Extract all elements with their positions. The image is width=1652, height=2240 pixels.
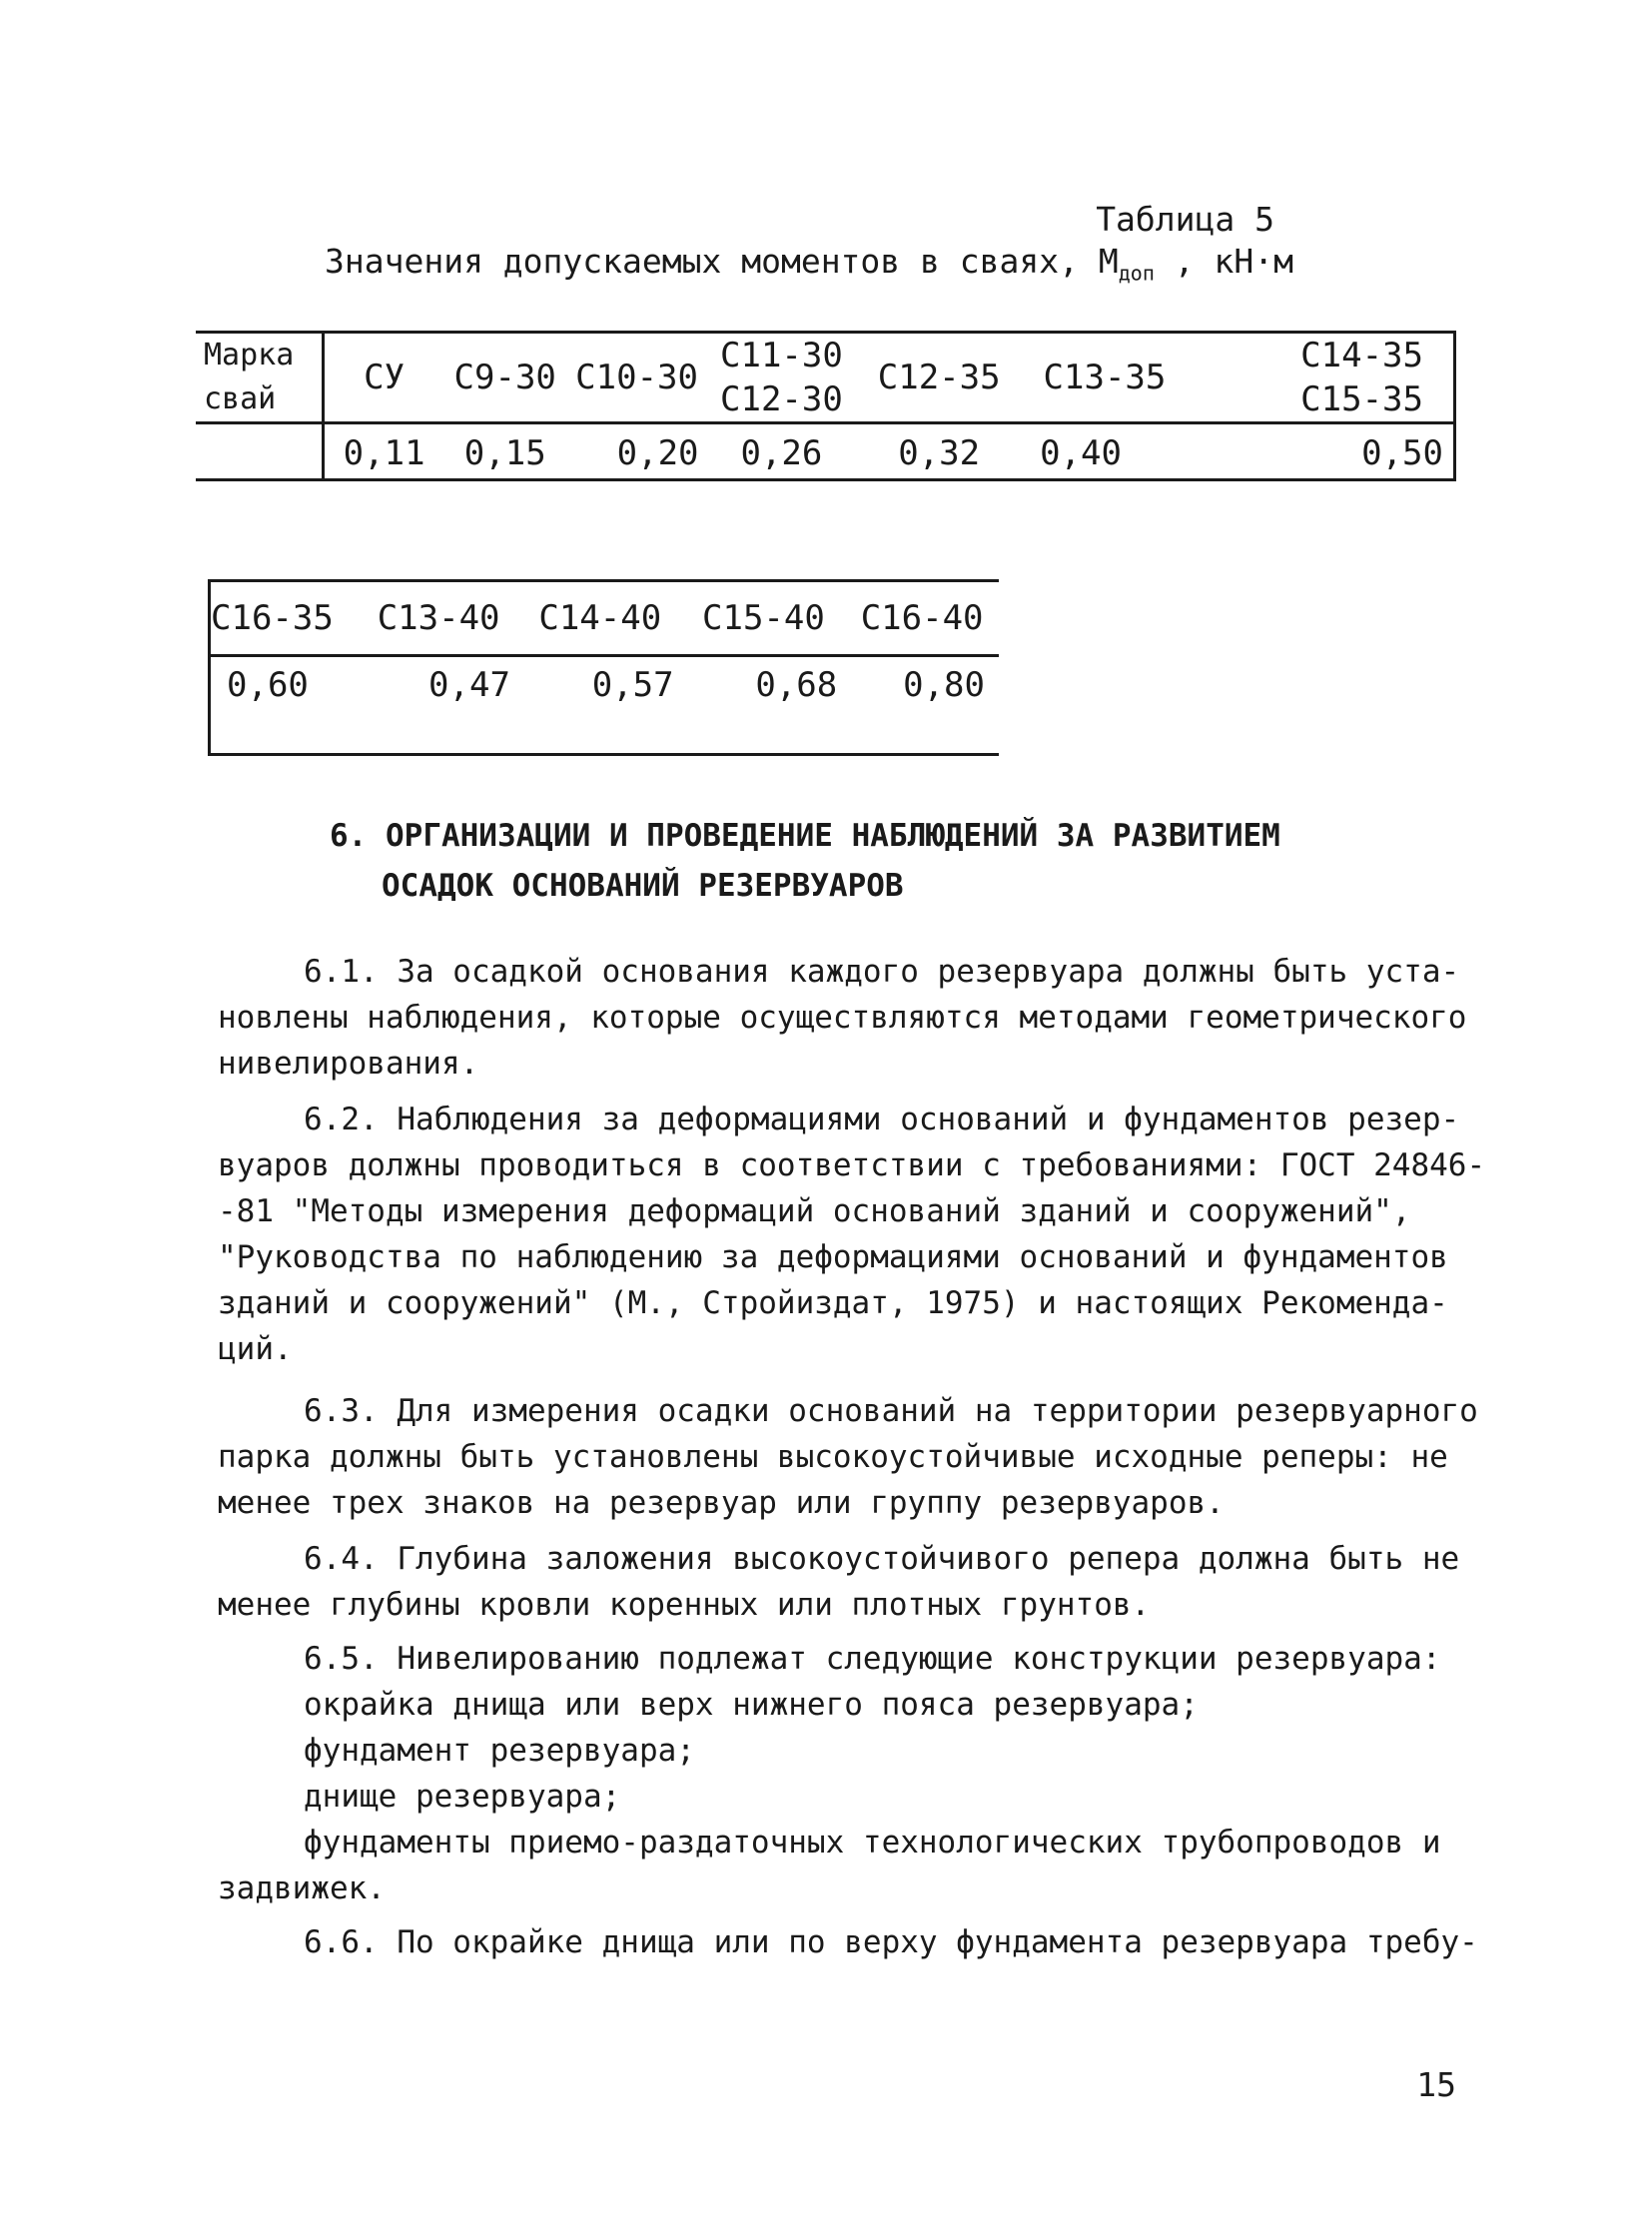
table-caption (325, 242, 1293, 286)
text-line: менее глубины кровли коренных или плотных грунтов. (218, 1587, 1151, 1623)
text-line: 6.4. Глубина заложения высокоустойчивого репера должна быть не (304, 1541, 1460, 1577)
row-header-cell: Марка свай (196, 333, 324, 423)
value-cell: 0,15 (443, 423, 567, 480)
text-line: 6.3. Для измерения осадки оснований на территории резервуарного (304, 1393, 1478, 1429)
heading-line: ОСАДОК ОСНОВАНИЙ РЕЗЕРВУАРОВ (382, 868, 904, 904)
value-cell: 0,32 (856, 423, 1022, 480)
value-cell: 0,20 (567, 423, 707, 480)
heading-line: 6. ОРГАНИЗАЦИИ И ПРОВЕДЕНИЕ НАБЛЮДЕНИЙ ЗА РАЗВИТИЕМ (330, 818, 1280, 854)
text-line: днище резервуара; (304, 1779, 621, 1815)
caption-unit: , кН·м (1174, 242, 1293, 281)
paragraph-6-6 (218, 1919, 1478, 1965)
caption-symbol: M (1098, 242, 1119, 281)
text-line: менее трех знаков на резервуар или группу резервуаров. (218, 1485, 1225, 1521)
column-header: С15-40 (682, 581, 846, 656)
text-line: окрайка днища или верх нижнего пояса резервуара; (304, 1687, 1199, 1723)
pile-moment-table-part1 (196, 331, 1456, 481)
text-line: 6.2. Наблюдения за деформациями оснований и фундаментов резер- (304, 1102, 1460, 1137)
paragraph-6-2 (218, 1097, 1485, 1372)
text-line: вуаров должны проводиться в соответствии с требованиями: ГОСТ 24846- (218, 1147, 1486, 1183)
text-line: -81 "Методы измерения деформаций оснований зданий и сооружений", (218, 1193, 1411, 1229)
value-cell: 0,57 (518, 656, 682, 755)
pile-moment-table-part2 (208, 579, 999, 756)
paragraph-6-3 (218, 1388, 1478, 1526)
table-header-row (210, 581, 1000, 656)
table-value-row (196, 423, 1455, 480)
page-number: 15 (1416, 2065, 1456, 2104)
value-cell: 0,11 (324, 423, 443, 480)
text-line: 6.6. По окрайке днища или по верху фундамента резервуара требу- (304, 1924, 1478, 1960)
paragraph-6-5 (218, 1636, 1440, 1911)
text-line: нивелирования. (218, 1046, 479, 1082)
column-header: С9-30 (443, 333, 567, 423)
text-line: 6.5. Нивелированию подлежат следующие конструкции резервуара: (304, 1641, 1441, 1677)
text-line: парка должны быть установлены высокоустойчивые исходные реперы: не (218, 1439, 1448, 1475)
paragraph-6-4 (218, 1536, 1459, 1628)
column-header: С16-35 (210, 581, 360, 656)
column-header: СУ (324, 333, 443, 423)
value-cell: 0,60 (210, 656, 360, 755)
value-cell: 0,47 (359, 656, 518, 755)
table-value-row (210, 656, 1000, 755)
caption-subscript: доп (1118, 261, 1155, 286)
caption-text: Значения допускаемых моментов в сваях, (325, 242, 1079, 281)
text-line: 6.1. За осадкой основания каждого резервуара должны быть уста- (304, 954, 1460, 990)
value-cell: 0,40 (1022, 423, 1188, 480)
column-header: С12-35 (856, 333, 1022, 423)
column-header: С11-30 С12-30 (707, 333, 857, 423)
column-header: С13-40 (359, 581, 518, 656)
value-cell: 0,80 (845, 656, 999, 755)
table-label: Таблица 5 (1096, 200, 1274, 239)
text-line: задвижек. (218, 1870, 386, 1906)
value-cell: 0,26 (707, 423, 857, 480)
column-header: С14-35 С15-35 (1188, 333, 1455, 423)
paragraph-6-1 (218, 949, 1466, 1087)
table-header-row (196, 333, 1455, 423)
column-header: С13-35 (1022, 333, 1188, 423)
text-line: "Руководства по наблюдению за деформациями оснований и фундаментов (218, 1239, 1448, 1275)
text-line: фундамент резервуара; (304, 1733, 695, 1769)
column-header: С16-40 (845, 581, 999, 656)
text-line: фундаменты приемо-раздаточных технологических трубопроводов и (304, 1825, 1441, 1861)
section-heading (330, 811, 1280, 911)
column-header: С10-30 (567, 333, 707, 423)
text-line: ций. (218, 1331, 293, 1367)
text-line: новлены наблюдения, которые осуществляются методами геометрического (218, 1000, 1467, 1036)
empty-cell (196, 423, 324, 480)
text-line: зданий и сооружений" (М., Стройиздат, 1975) и настоящих Рекоменда- (218, 1285, 1448, 1321)
value-cell: 0,68 (682, 656, 846, 755)
value-cell: 0,50 (1188, 423, 1455, 480)
column-header: С14-40 (518, 581, 682, 656)
